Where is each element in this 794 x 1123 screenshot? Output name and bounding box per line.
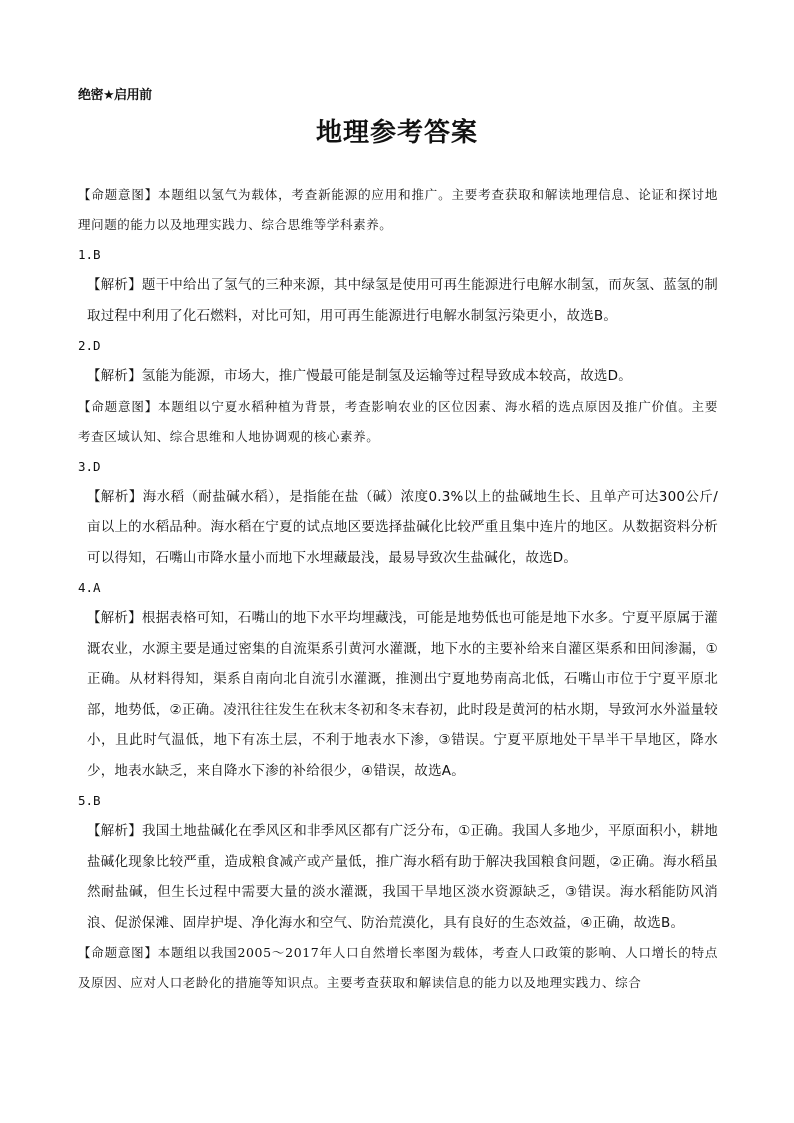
question-1-analysis: 【解析】题干中给出了氢气的三种来源，其中绿氢是使用可再生能源进行电解水制氢，而灰氢、蓝氢的制取过程中利用了化石燃料，对比可知，用可再生能源进行电解水制氢污染更小，故选B。	[87, 277, 718, 324]
intent-paragraph-1: 【命题意图】本题组以氢气为载体，考查新能源的应用和推广。主要考查获取和解读地理信息、论证和探讨地理问题的能力以及地理实践力、综合思维等学科素养。	[78, 187, 718, 232]
question-5-analysis: 【解析】我国土地盐碱化在季风区和非季风区都有广泛分布，①正确。我国人多地少，平原面积小，耕地盐碱化现象比较严重，造成粮食减产或产量低，推广海水稻有助于解决我国粮食问题，②正确。海水稻虽然耐盐碱，但生长过程中需要大量的淡水灌溉，我国干旱地区淡水资源缺乏，③错误。海水稻能防风消浪、促淤保滩、固岸护堤、净化海水和空气、防治荒漠化，具有良好的生态效益，④正确，故选B。	[87, 823, 718, 931]
question-5-answer: 5.B	[78, 793, 101, 808]
confidential-label: 绝密★启用前	[78, 88, 152, 103]
question-3-answer: 3.D	[78, 458, 101, 474]
question-4-analysis: 【解析】根据表格可知，石嘴山的地下水平均埋藏浅，可能是地势低也可能是地下水多。宁夏平原属于灌溉农业，水源主要是通过密集的自流渠系引黄河水灌溉，地下水的主要补给来自灌区渠系和田间渗漏，①正确。从材料得知，渠系自南向北自流引水灌溉，推测出宁夏地势南高北低，石嘴山市位于宁夏平原北部，地势低，②正确。凌汛往往发生在秋末冬初和冬末春初，此时段是黄河的枯水期，导致河水外溢量较小，且此时气温低，地下有冻土层，不利于地表水下渗，③错误。宁夏平原地处干旱半干旱地区，降水少，地表水缺乏，来自降水下渗的补给很少，④错误，故选A。	[87, 610, 718, 779]
intent-paragraph-2: 【命题意图】本题组以宁夏水稻种植为背景，考查影响农业的区位因素、海水稻的选点原因及推广价值。主要考查区域认知、综合思维和人地协调观的核心素养。	[78, 398, 718, 444]
intent-paragraph-3: 【命题意图】本题组以我国2005～2017年人口自然增长率图为载体，考查人口政策的影响、人口增长的特点及原因、应对人口老龄化的措施等知识点。主要考查获取和解读信息的能力以及地理实践力、综合	[78, 945, 718, 990]
question-3-analysis: 【解析】海水稻（耐盐碱水稻），是指能在盐（碱）浓度0.3%以上的盐碱地生长、且单产可达300公斤/亩以上的水稻品种。海水稻在宁夏的试点地区要选择盐碱化比较严重且集中连片的地区。从数据资料分析可以得知，石嘴山市降水量小而地下水埋藏最浅，最易导致次生盐碱化，故选D。	[87, 488, 718, 566]
page-title: 地理参考答案	[315, 118, 478, 148]
answer-content	[78, 180, 718, 998]
question-2-answer: 2.D	[78, 338, 101, 353]
question-4-answer: 4.A	[78, 580, 101, 595]
question-1-answer: 1.B	[78, 247, 101, 262]
question-2-analysis: 【解析】氢能为能源，市场大，推广慢最可能是制氢及运输等过程导致成本较高，故选D。	[87, 368, 632, 384]
